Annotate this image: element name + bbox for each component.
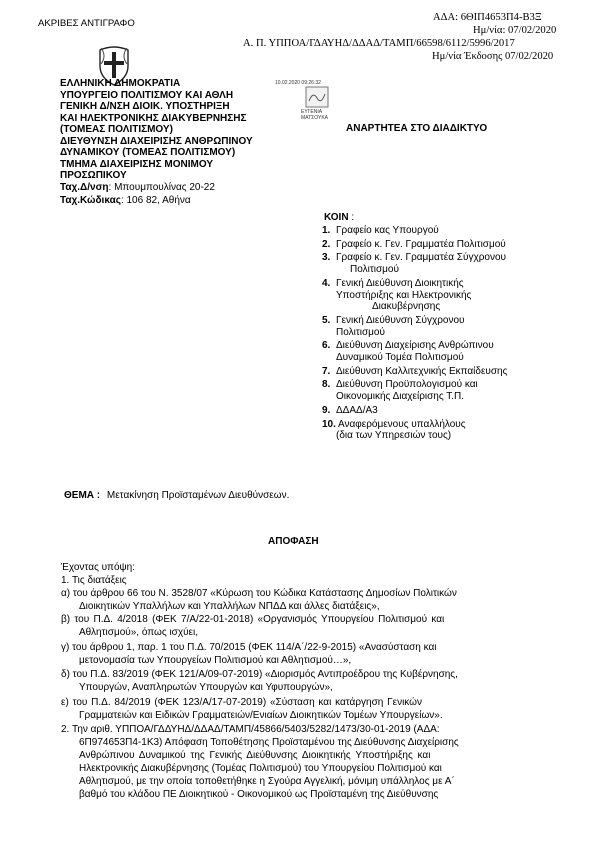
clause-d-line2: Υπουργών, Αναπληρωτών Υπουργών και Υφυπουργών»,	[79, 682, 333, 693]
signature-seal-icon	[305, 86, 329, 108]
having-regard: Έχοντας υπόψη:	[61, 562, 135, 573]
clause-b-line1: β) του Π.Δ. 4/2018 (ΦΕΚ 7/Α/22-01-2018) «Οργανισμός Υπουργείου Πολιτισμού και	[61, 614, 445, 625]
subject-label: ΘΕΜΑ :	[64, 490, 101, 501]
sender-line: ΤΜΗΜΑ ΔΙΑΧΕΙΡΙΣΗΣ ΜΟΝΙΜΟΥ	[60, 158, 213, 170]
clause-d-line1: δ) του Π.Δ. 83/2019 (ΦΕΚ 121/Α/09-07-2019) «Διορισμός Αντιπροέδρου της Κυβέρνησης,	[61, 669, 458, 680]
ada-number: ΑΔΑ: 6ΘΙΠ4653Π4-Β3Ξ	[433, 12, 542, 23]
clause-b-line2: Αθλητισμού», όπως ισχύει,	[79, 627, 199, 638]
address-label: Ταχ.Δ/νση	[60, 182, 109, 193]
clause-a-line1: α) του άρθρου 66 του Ν. 3528/07 «Κύρωση του Κώδικα Κατάστασης Δημοσίων Πολιτικών	[61, 588, 457, 599]
subject-text: Μετακίνηση Προϊσταμένων Διευθύνσεων.	[106, 490, 290, 501]
document-date: Ημ/νία: 07/02/2020	[473, 25, 557, 36]
list-item: 1. Γραφείο κας Υπουργού	[322, 225, 439, 236]
address-row	[60, 182, 215, 193]
list-item: 10. Αναφερόμενους υπαλλήλους (δια των Υπηρεσιών τους)	[322, 418, 466, 442]
sender-line: ΕΛΛΗΝΙΚΗ ΔΗΜΟΚΡΑΤΙΑ	[60, 78, 181, 89]
list-item: 9. ΔΔΑΔ/Α3	[322, 404, 378, 416]
clause-c-line2: μετονομασία των Υπουργείων Πολιτισμού και Αθλητισμού…»,	[79, 655, 352, 666]
sender-line: ΚΑΙ ΗΛΕΚΤΡΟΝΙΚΗΣ ΔΙΑΚΥΒΕΡΝΗΣΗΣ	[60, 112, 247, 124]
list-item: 6. Διεύθυνση Διαχείρισης Ανθρώπινου Δυναμικού Τομέα Πολιτισμού	[322, 340, 494, 364]
sender-line: ΠΡΟΣΩΠΙΚΟΥ	[60, 170, 127, 181]
clause-1: 1. Τις διατάξεις	[61, 575, 127, 586]
post-online-notice: ΑΝΑΡΤΗΤΕΑ ΣΤΟ ΔΙΑΔΙΚΤΥΟ	[346, 123, 488, 134]
postcode-label: Ταχ.Κώδικας	[60, 195, 121, 206]
clause-c-line1: γ) του άρθρου 1, παρ. 1 του Π.Δ. 70/2015 (ΦΕΚ 114/Α΄/22-9-2015) «Ανασύσταση και	[61, 642, 437, 653]
list-item: 4. Γενική Διεύθυνση Διοικητικής Υποστήριξης και Ηλεκτρονικής Διακυβέρνησης	[322, 277, 472, 313]
recipients-list	[322, 225, 507, 442]
recipients-title: ΚΟΙΝ	[324, 212, 349, 223]
list-item: 2. Γραφείο κ. Γεν. Γραμματέα Πολιτισμού	[322, 238, 506, 250]
issue-date: Ημ/νία Έκδοσης 07/02/2020	[432, 51, 554, 62]
exact-copy-label: ΑΚΡΙΒΕΣ ΑΝΤΙΓΡΑΦΟ	[38, 18, 135, 29]
clause-2-line6: βαθμό του κλάδου ΠΕ Διοικητικού - Οικονομικού ως Προϊσταμένη της Διεύθυνσης	[79, 789, 439, 800]
clause-a-line2: Διοικητικών Υπαλλήλων και Υπαλλήλων ΝΠΔΔ και άλλες διατάξεις»,	[79, 601, 380, 612]
postcode-value: : 106 82, Αθήνα	[120, 195, 191, 206]
list-item: 3. Γραφείο κ. Γεν. Γραμματέα Σύγχρονου Πολιτισμού	[322, 252, 506, 276]
clause-2-line4: Ηλεκτρονικής Διακυβέρνησης (Τομέας Πολιτισμού) του Υπουργείου Πολιτισμού και	[79, 763, 442, 774]
list-item: 5. Γενική Διεύθυνση Σύγχρονου Πολιτισμού	[322, 314, 465, 338]
decision-title: ΑΠΟΦΑΣΗ	[268, 536, 319, 547]
list-item: 7. Διεύθυνση Καλλιτεχνικής Εκπαίδευσης	[322, 365, 508, 377]
clause-e-line2: Γραμματειών και Ειδικών Γραμματειών/Ενιαίων Διοικητικών Τομέων Υπουργείων».	[79, 710, 443, 721]
protocol-number: Α. Π. ΥΠΠΟΑ/ΓΔΑΥΗΔ/ΔΔΑΔ/ΤΑΜΠ/66598/6112/5996/2017	[243, 38, 515, 49]
list-item: 8. Διεύθυνση Προϋπολογισμού και Οικονομικής Διαχείρισης Τ.Π.	[322, 379, 478, 403]
sender-line: ΥΠΟΥΡΓΕΙΟ ΠΟΛΙΤΙΣΜΟΥ ΚΑΙ ΑΘΛΗ	[60, 89, 234, 101]
recipients-title-row	[324, 212, 354, 223]
clause-2-line5: Αθλητισμού, με την οποία τοποθετήθηκε η Σγούρα Αγγελική, μόνιμη υπάλληλος με Α΄	[79, 776, 455, 787]
clause-2-line2: 6Π974653Π4-1Κ3) Απόφαση Τοποθέτησης Προϊσταμένου της Διεύθυνσης Διαχείρισης	[79, 737, 459, 748]
clause-2-line3: Ανθρώπινου Δυναμικού της Γενικής Διεύθυνσης Διοικητικής Υποστήριξης και	[79, 750, 431, 761]
sender-line: ΓΕΝΙΚΗ Δ/ΝΣΗ ΔΙΟΙΚ. ΥΠΟΣΤΗΡΙΞΗ	[60, 101, 230, 112]
recipients-colon: :	[348, 212, 355, 223]
address-value: : Μπουμπουλίνας 20-22	[108, 182, 215, 193]
sender-line: (ΤΟΜΕΑΣ ΠΟΛΙΤΙΣΜΟΥ)	[60, 124, 173, 135]
stamp-timestamp: 10.02.2020 09:26:32	[275, 80, 321, 86]
stamp-signer: ΕΥΓΕΝΙΑ ΜΑΤΣΟΥΚΑ	[301, 109, 329, 121]
clause-2-line1: 2. Την αριθ. ΥΠΠΟΑ/ΓΔΔΥΗΔ/ΔΔΑΔ/ΤΑΜΠ/45866/5403/5282/1473/30-01-2019 (ΑΔΑ:	[61, 724, 440, 735]
sender-line: ΔΙΕΥΘΥΝΣΗ ΔΙΑΧΕΙΡΙΣΗΣ ΑΝΘΡΩΠΙΝΟΥ	[60, 135, 253, 147]
sender-line: ΔΥΝΑΜΙΚΟΥ (ΤΟΜΕΑΣ ΠΟΛΙΤΙΣΜΟΥ)	[60, 147, 236, 158]
postcode-row	[60, 195, 191, 206]
digital-signature-stamp	[271, 76, 333, 120]
subject-row	[64, 490, 289, 501]
sender-block	[60, 78, 253, 182]
clause-e-line1: ε) του Π.Δ. 84/2019 (ΦΕΚ 123/Α/17-07-2019) «Σύσταση και κατάργηση Γενικών	[61, 697, 422, 708]
